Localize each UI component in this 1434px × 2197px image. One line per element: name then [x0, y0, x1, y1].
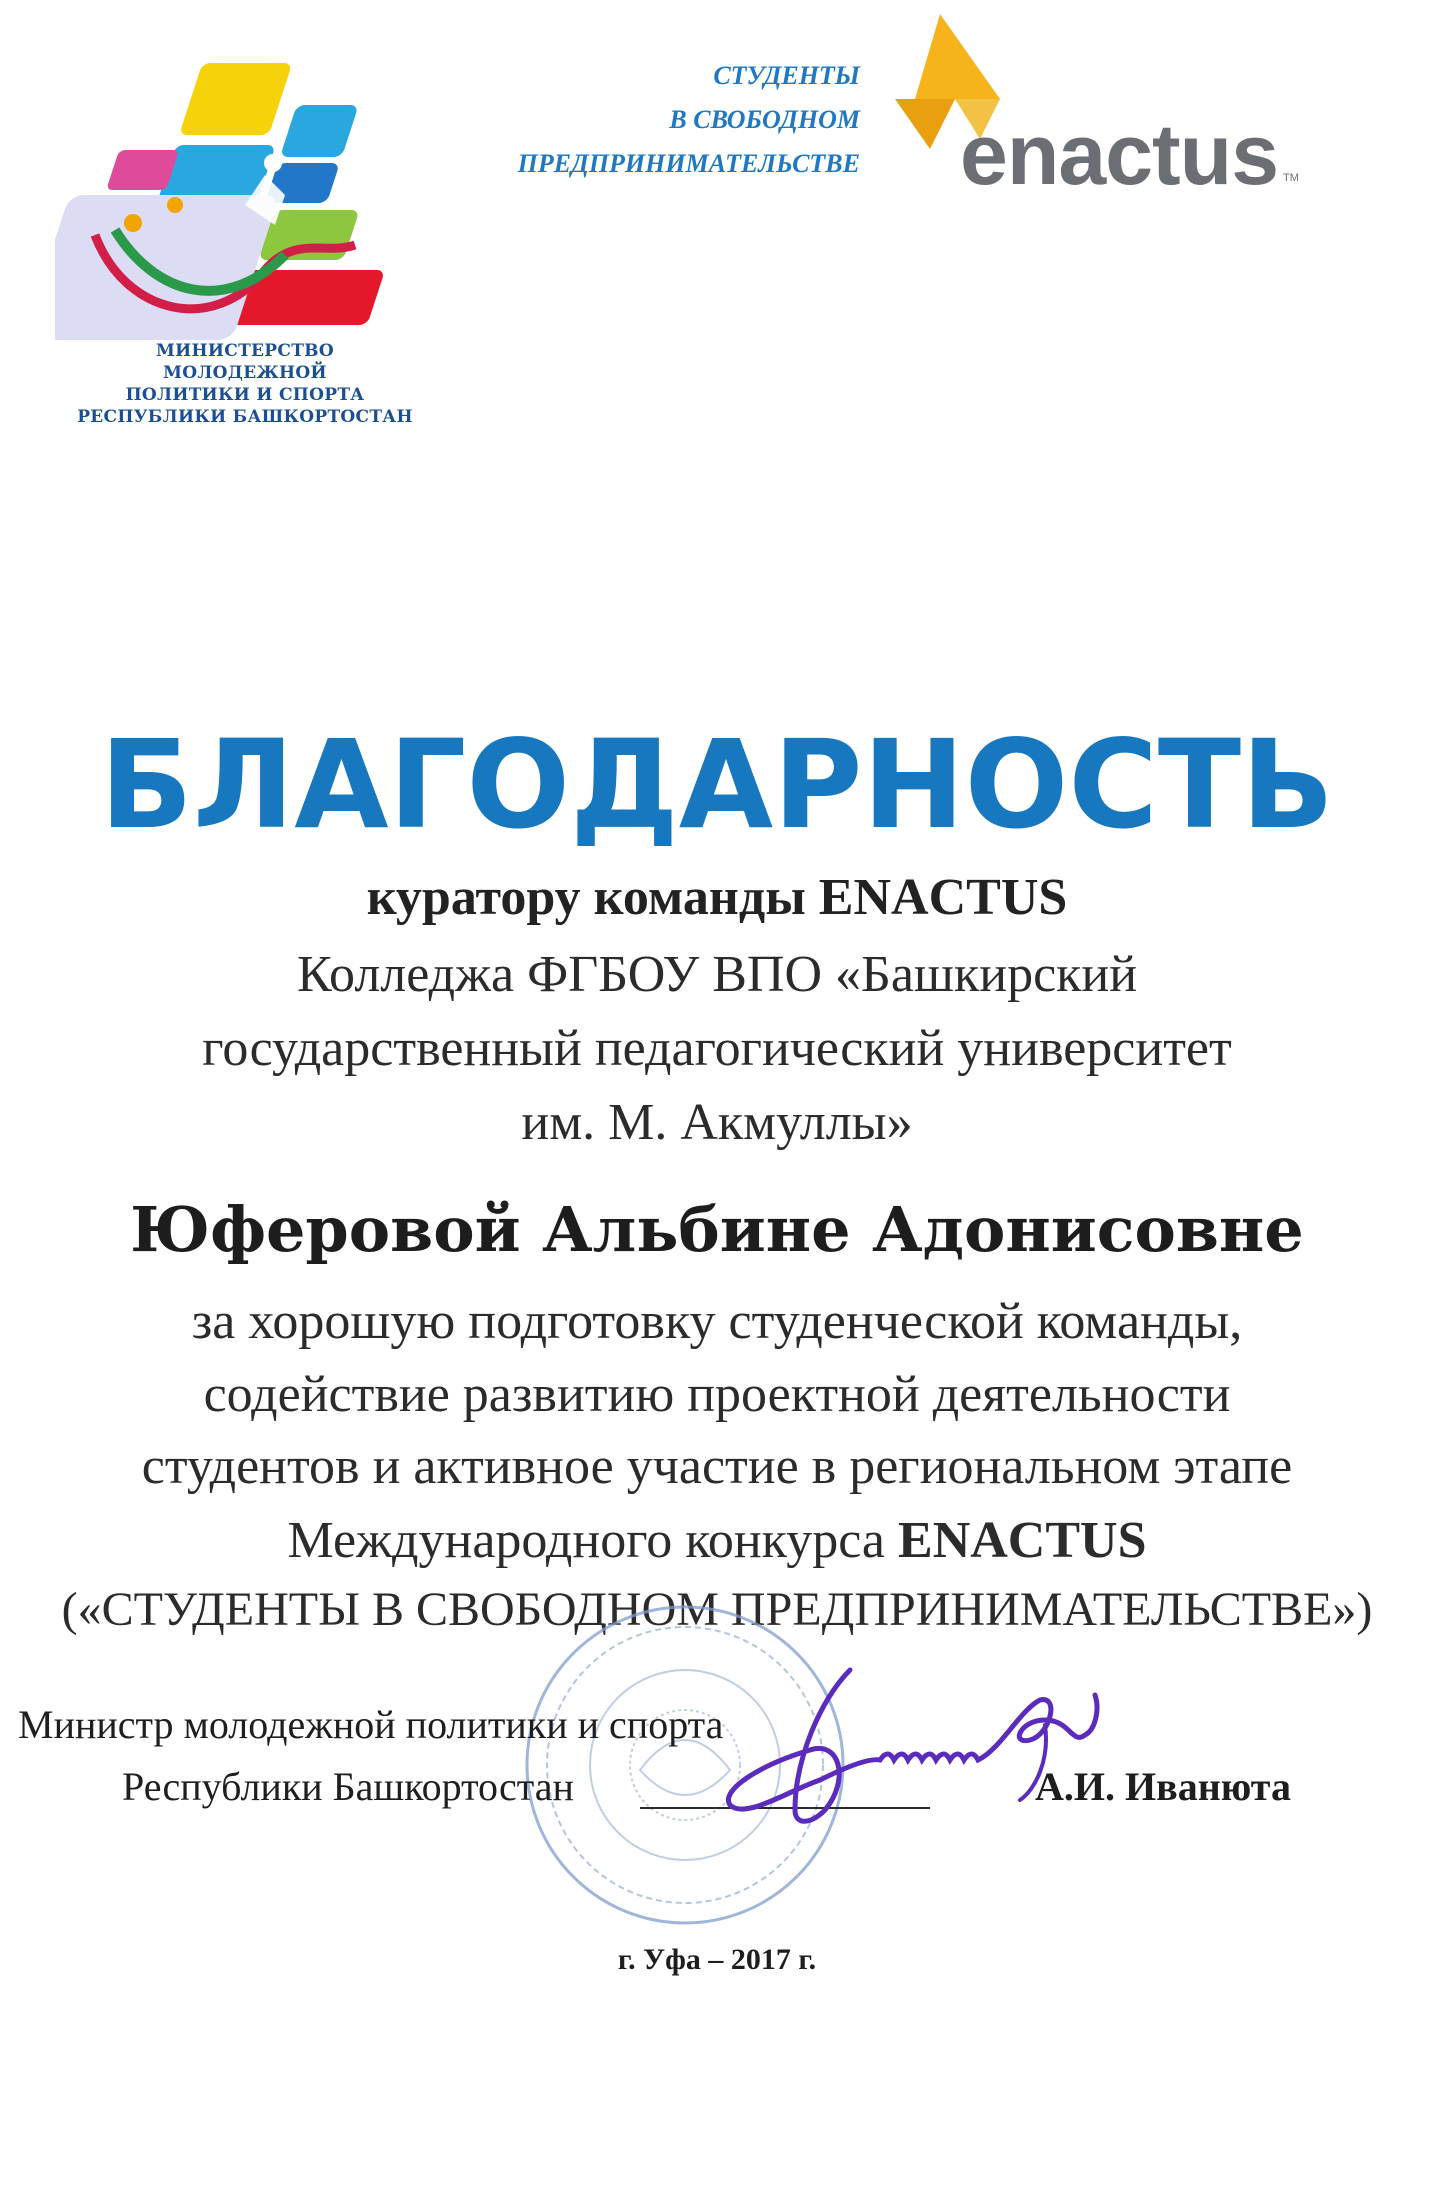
- signatory-title-line: Министр молодежной политики и спорта: [18, 1702, 724, 1747]
- ministry-line: ПОЛИТИКИ И СПОРТА: [125, 385, 365, 405]
- tagline-line: ПРЕДПРИНИМАТЕЛЬСТВЕ: [517, 149, 860, 178]
- enactus-tagline: [420, 54, 860, 186]
- contest-prefix: Международного конкурса: [287, 1512, 899, 1569]
- reason-line: содействие развитию проектной деятельности: [203, 1366, 1231, 1423]
- tagline-line: В СВОБОДНОМ: [669, 105, 860, 134]
- ministry-line: РЕСПУБЛИКИ БАШКОРТОСТАН: [77, 407, 413, 427]
- trademark-mark: TM: [1283, 172, 1299, 184]
- recipient-name: Юферовой Альбине Адонисовне: [130, 1193, 1304, 1266]
- ministry-line: МИНИСТЕРСТВО: [156, 341, 334, 361]
- signatory-name: А.И. Иванюта: [1035, 1764, 1291, 1809]
- ministry-logo-icon: [55, 55, 435, 345]
- certificate-title: БЛАГОДАРНОСТЬ: [99, 714, 1335, 856]
- ministry-name: [55, 340, 435, 428]
- ministry-line: МОЛОДЕЖНОЙ: [163, 363, 327, 383]
- organization-line: им. М. Акмуллы»: [521, 1094, 913, 1151]
- handwritten-signature-icon: [700, 1640, 1120, 1840]
- signatory-title-line: Республики Башкортостан: [122, 1764, 574, 1809]
- contest-line: [0, 1504, 1434, 1578]
- reason-line: за хорошую подготовку студенческой команды,: [191, 1293, 1243, 1350]
- contest-name: ENACTUS: [898, 1512, 1147, 1569]
- certificate-subtitle: куратору команды ENACTUS: [366, 869, 1068, 926]
- tagline-line: СТУДЕНТЫ: [713, 61, 860, 90]
- enactus-wordmark: enactus: [960, 107, 1279, 203]
- organization-line: Колледжа ФГБОУ ВПО «Башкирский: [296, 946, 1138, 1003]
- place-and-date: г. Уфа – 2017 г.: [617, 1943, 817, 1976]
- contest-subtitle: («СТУДЕНТЫ В СВОБОДНОМ ПРЕДПРИНИМАТЕЛЬСТВЕ»): [61, 1583, 1373, 1636]
- organization-line: государственный педагогический университет: [202, 1020, 1232, 1077]
- reason-line: студентов и активное участие в региональном этапе: [141, 1438, 1293, 1495]
